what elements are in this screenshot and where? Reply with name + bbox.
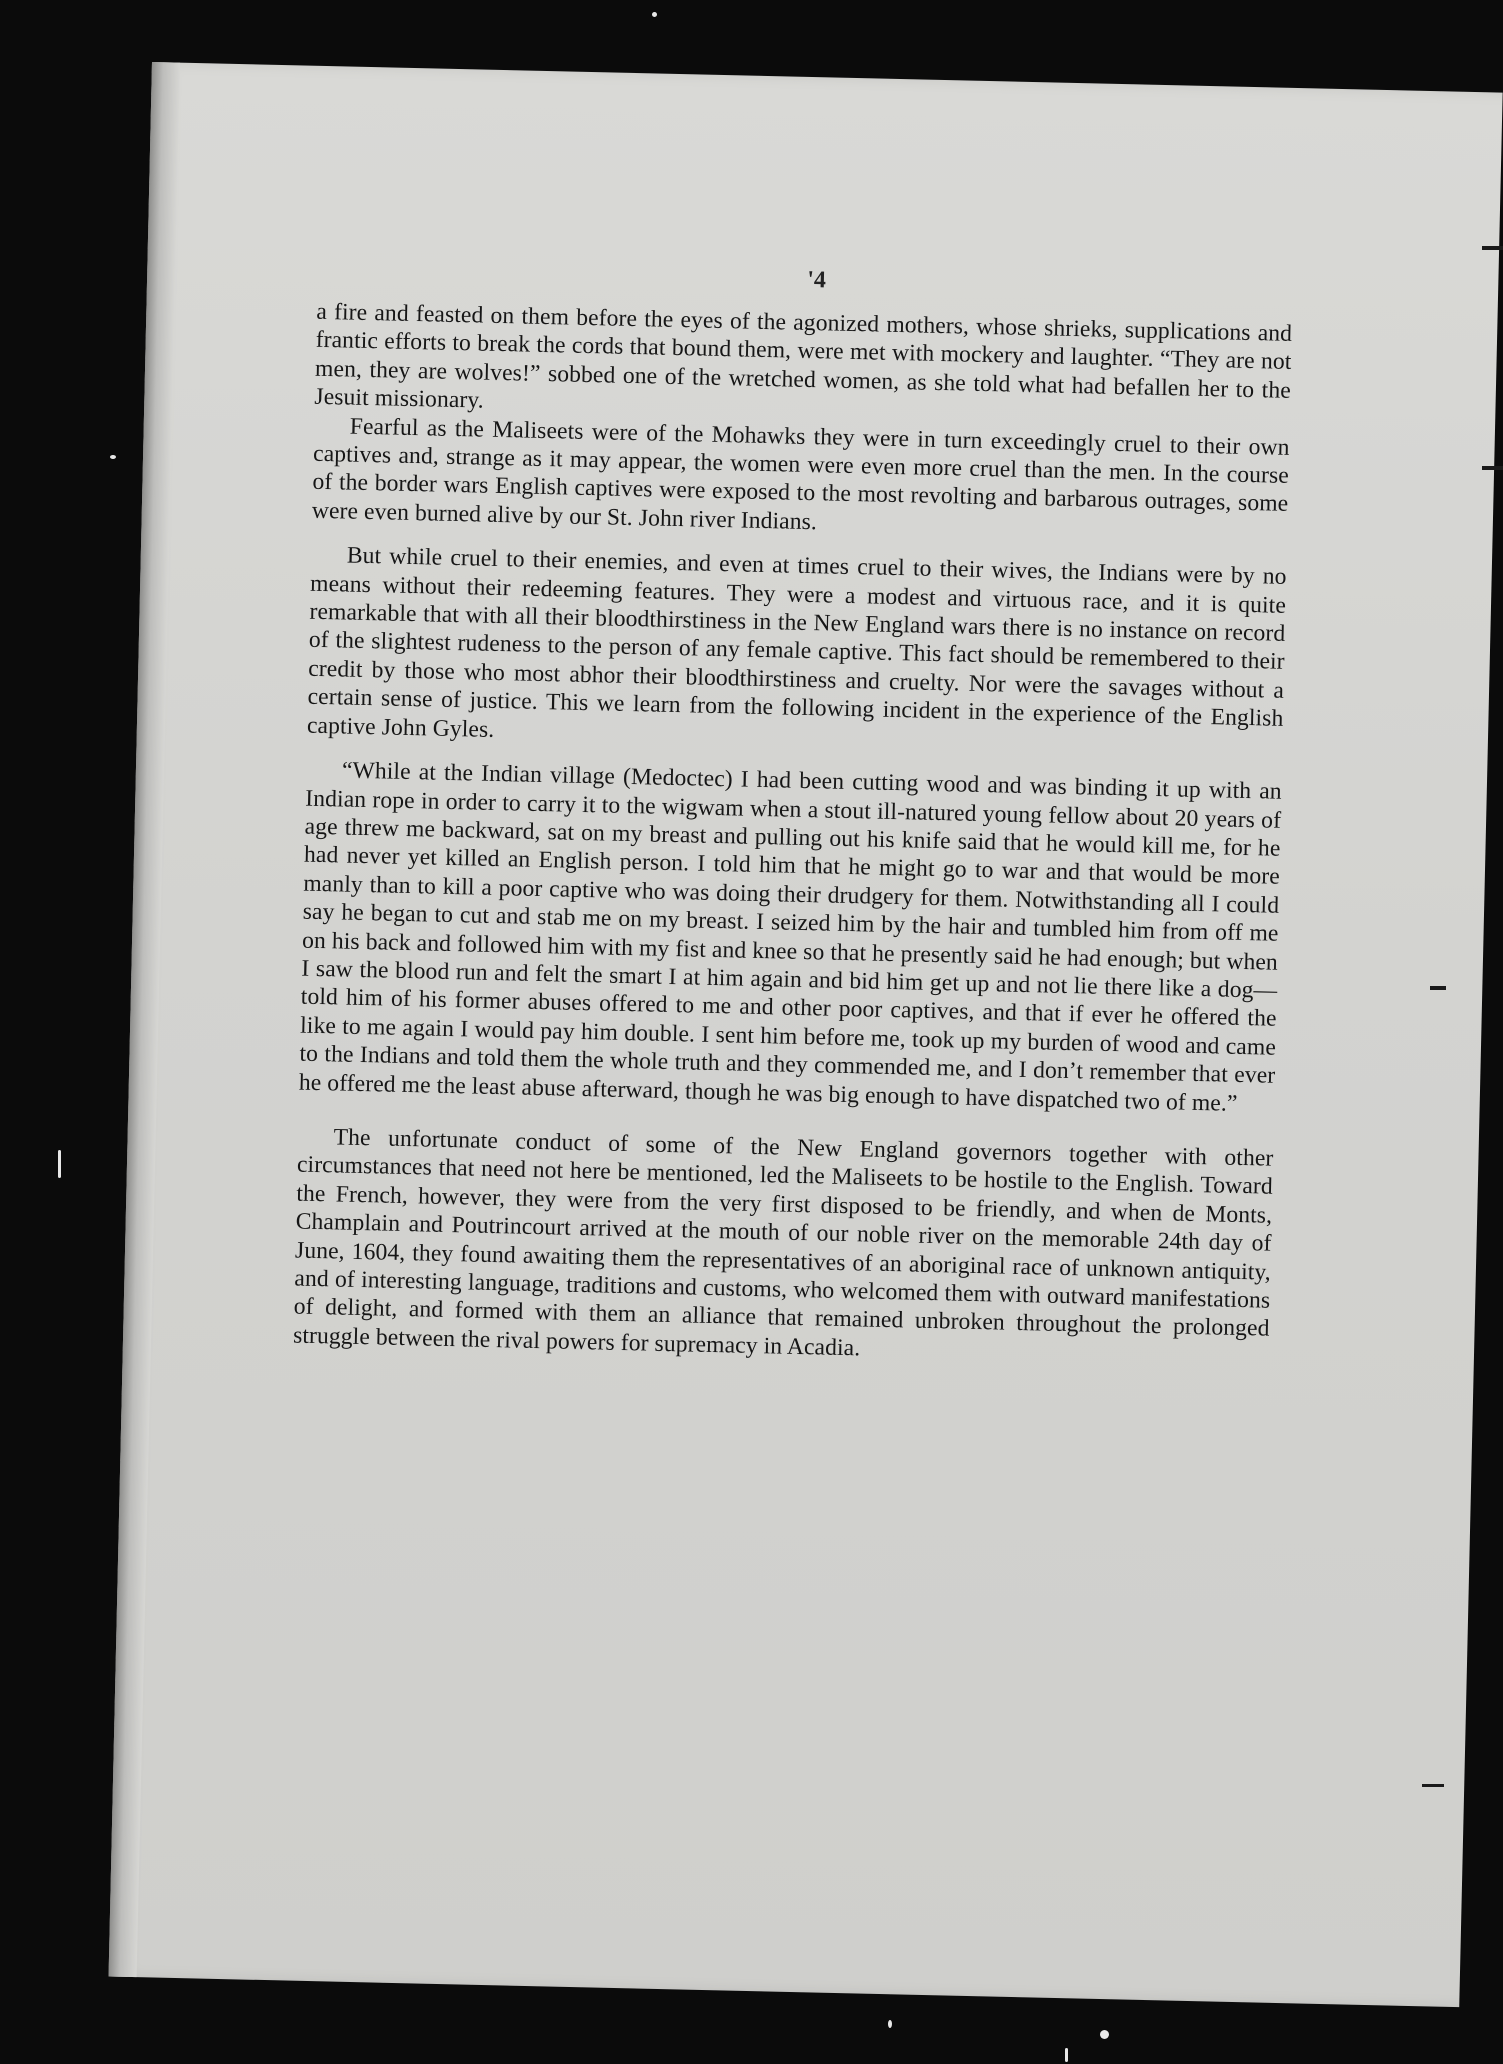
- margin-mark: [1430, 986, 1446, 990]
- margin-mark: [1482, 246, 1503, 250]
- margin-mark: [1422, 1784, 1444, 1787]
- paragraph-redeeming-features: But while cruel to their enemies, and even at times cruel to their wives, the Indians were by no means without their redeeming features. They were a modest and virtuous race, and it is quite remarkable that with all their bloodthirstiness in the New England wars there is no instance on record of the slightest rudeness to the person of any female captive. This fact should be remembered to their credit by those who most abhor their bloodthirstiness and cruelty. Nor were the savages without a certain sense of justice. This we learn from the following incident in the experience of the English captive John Gyles.: [306, 542, 1287, 743]
- margin-mark: [1482, 466, 1503, 470]
- scan-speck: [110, 455, 116, 459]
- scan-speck: [1065, 2048, 1068, 2062]
- page-number: '4: [806, 266, 827, 294]
- scan-speck: [888, 2020, 892, 2028]
- scan-speck: [58, 1150, 61, 1178]
- paragraph-cruelty-to-captives: Fearful as the Maliseets were of the Mohawks they were in turn exceedingly cruel to their own captives and, strange as it may appear, the women were even more cruel than the men. In the course of the border wars English captives were exposed to the most revolting and barbarous outrages, some were even burned alive by our St. John river Indians.: [311, 413, 1290, 536]
- scan-speck: [652, 12, 657, 17]
- page-body-text: [293, 298, 1293, 1372]
- paragraph-french-alliance: The unfortunate conduct of some of the New England governors together with other circumstances that need not here be mentioned, led the Maliseets to be hostile to the English. Toward the French, however, they were from the very first disposed to be friendly, and when de Monts, Champlain and Poutrincourt arrived at the mouth of our noble river on the memorable 24th day of June, 1604, they found awaiting them the representatives of an aboriginal race of unknown antiquity, and of interesting language, traditions and customs, who welcomed them with outward manifestations of delight, and formed with them an alliance that remained unbroken throughout the prolonged struggle between the rival powers for supremacy in Acadia.: [292, 1124, 1274, 1362]
- page-binding-edge: [109, 62, 180, 1977]
- paragraph-mothers: a fire and feasted on them before the eyes of the agonized mothers, whose shrieks, supplications and frantic efforts to break the cords that bound them, were met with mockery and laughter. “They are not men, they are wolves!” sobbed one of the wretched women, as she told what had befallen her to the Jesuit missionary.: [314, 298, 1293, 414]
- paragraph-gyles-quote: “While at the Indian village (Medoctec) I had been cutting wood and was binding it up with an Indian rope in order to carry it to the wigwam when a stout ill-natured young fellow about 20 years of age threw me backward, sat on my breast and pulling out his knife said that he would kill me, for he had never yet killed an English person. I told him that he might go to war and that would be more manly than to kill a poor captive who was doing their drudgery for them. Notwithstanding all I could say he began to cut and stab me on my breast. I seized him by the hair and tumbled him from off me on his back and followed him with my fist and knee so that he presently said he had enough; but when I saw the blood run and felt the smart I at him again and bid him get up and not lie there like a dog—told him of his former abuses offered to me and other poor captives, and that if ever he offered the like to me again I would pay him double. I sent him before me, took up my burden of wood and came to the Indians and told them the whole truth and they commended me, and I don’t remember that ever he offered me the least abuse afterward, though he was big enough to have dispatched two of me.”: [298, 757, 1283, 1117]
- book-page: [109, 62, 1503, 2007]
- scan-speck: [1100, 2030, 1109, 2039]
